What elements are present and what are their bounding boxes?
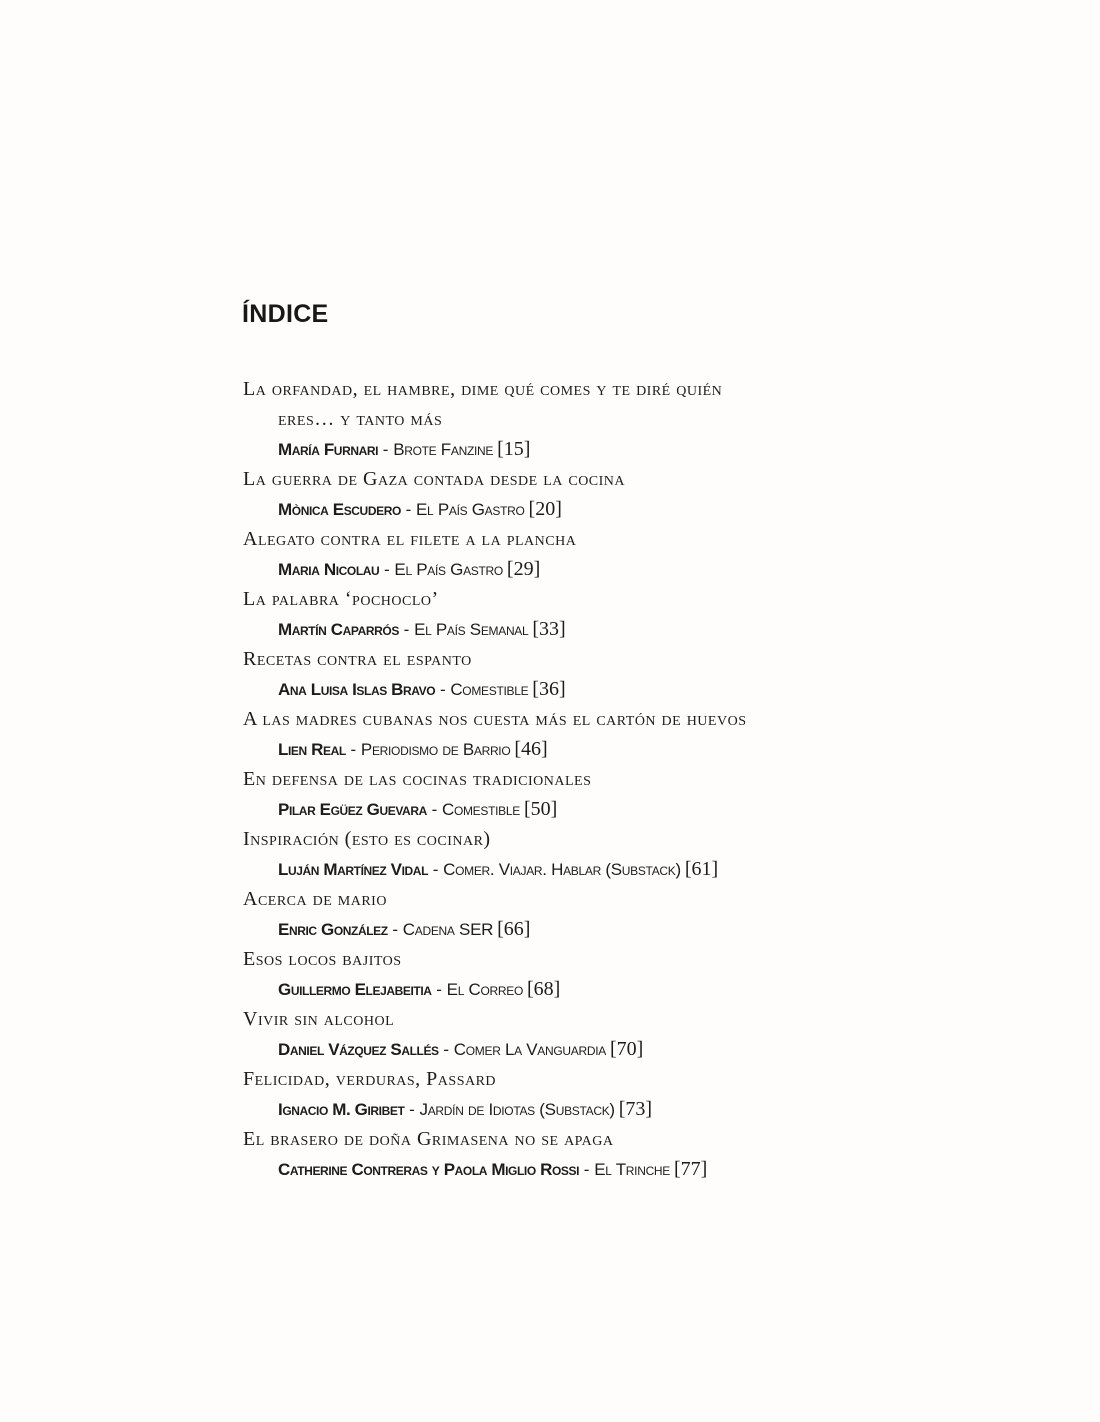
toc-entry [243, 1124, 903, 1184]
entry-source: Periodismo de Barrio [360, 740, 511, 759]
table-of-contents [243, 374, 903, 1184]
byline-separator: - [426, 800, 442, 819]
entry-byline [243, 494, 903, 524]
entry-byline [243, 1154, 903, 1184]
byline-separator: - [404, 1100, 420, 1119]
entry-title-line: La orfandad, el hambre, dime qué comes y te diré quién [243, 378, 723, 400]
entry-title: Recetas contra el espanto [243, 648, 472, 670]
entry-title: En defensa de las cocinas tradicionales [243, 768, 592, 790]
byline-separator: - [387, 920, 403, 939]
page-title: ÍNDICE [242, 300, 329, 328]
entry-byline [243, 974, 903, 1004]
entry-author: Catherine Contreras y Paola Miglio Rossi [278, 1160, 580, 1179]
entry-title: Vivir sin alcohol [243, 1008, 395, 1030]
entry-page-number: [29] [506, 558, 541, 580]
entry-author: María Furnari [278, 440, 379, 459]
entry-author: Daniel Vázquez Sallés [278, 1040, 439, 1059]
toc-entry [243, 764, 903, 824]
byline-separator: - [438, 1040, 454, 1059]
toc-entry [243, 704, 903, 764]
entry-source: Comer La Vanguardia [453, 1040, 606, 1059]
entry-byline [243, 1094, 903, 1124]
entry-author: Ignacio M. Giribet [278, 1100, 405, 1119]
entry-page-number: [36] [532, 678, 566, 700]
toc-entry [243, 524, 903, 584]
entry-byline [243, 554, 903, 584]
entry-author: Mònica Escudero [278, 500, 401, 519]
entry-title: El brasero de doña Grimasena no se apaga [243, 1128, 614, 1150]
entry-title: Alegato contra el filete a la plancha [243, 528, 577, 550]
toc-entry [243, 374, 903, 464]
entry-source: El Correo [446, 980, 523, 999]
toc-entry [243, 1004, 903, 1064]
entry-author: Pilar Egüez Guevara [278, 800, 427, 819]
entry-source: El País Gastro [394, 560, 503, 579]
entry-author: Martín Caparrós [278, 620, 399, 639]
entry-page-number: [20] [528, 498, 562, 520]
entry-author: Ana Luisa Islas Bravo [278, 680, 436, 699]
entry-page-number: [68] [527, 978, 561, 1000]
entry-title [243, 374, 903, 434]
entry-page-number: [50] [523, 798, 558, 820]
entry-page-number: [77] [674, 1158, 708, 1180]
entry-byline [243, 914, 903, 944]
entry-title: Acerca de mario [243, 888, 387, 910]
entry-byline [243, 1034, 903, 1064]
entry-title: A las madres cubanas nos cuesta más el cartón de huevos [243, 708, 747, 730]
entry-source: El Trinche [594, 1160, 671, 1179]
entry-source: Brote Fanzine [393, 440, 494, 459]
entry-byline [243, 794, 903, 824]
toc-entry [243, 944, 903, 1004]
entry-author: Maria Nicolau [278, 560, 380, 579]
entry-page-number: [61] [684, 858, 719, 880]
entry-title-continuation: eres… y tanto más [278, 408, 443, 430]
toc-entry [243, 584, 903, 644]
toc-entry [243, 884, 903, 944]
entry-page-number: [33] [532, 618, 566, 640]
entry-author: Guillermo Elejabeitia [278, 980, 432, 999]
entry-source: Jardín de Idiotas (Substack) [419, 1100, 615, 1119]
entry-title: La palabra ‘pochoclo’ [243, 588, 439, 610]
entry-title: Felicidad, verduras, Passard [243, 1068, 497, 1090]
toc-entry [243, 824, 903, 884]
byline-separator: - [579, 1160, 595, 1179]
byline-separator: - [431, 980, 447, 999]
entry-source: El País Semanal [414, 620, 529, 639]
entry-page-number: [66] [497, 918, 531, 940]
entry-title: La guerra de Gaza contada desde la cocina [243, 468, 626, 490]
entry-title: Esos locos bajitos [243, 948, 402, 970]
entry-byline [243, 734, 903, 764]
toc-entry [243, 1064, 903, 1124]
entry-page-number: [46] [514, 738, 548, 760]
entry-author: Enric González [278, 920, 388, 939]
toc-entry [243, 644, 903, 704]
entry-source: Comestible [441, 800, 520, 819]
entry-title: Inspiración (esto es cocinar) [243, 828, 491, 850]
byline-separator: - [435, 680, 451, 699]
byline-separator: - [345, 740, 361, 759]
entry-byline [243, 614, 903, 644]
byline-separator: - [398, 620, 415, 639]
toc-entry [243, 464, 903, 524]
byline-separator: - [428, 860, 444, 879]
entry-author: Lien Real [278, 740, 346, 759]
entry-page-number: [73] [618, 1098, 653, 1120]
entry-page-number: [15] [497, 438, 531, 460]
entry-page-number: [70] [609, 1038, 644, 1060]
byline-separator: - [400, 500, 417, 519]
byline-separator: - [379, 560, 395, 579]
entry-source: Comestible [450, 680, 529, 699]
byline-separator: - [378, 440, 394, 459]
entry-byline [243, 674, 903, 704]
entry-byline [243, 854, 903, 884]
entry-source: Cadena SER [402, 920, 494, 939]
entry-source: El País Gastro [416, 500, 525, 519]
entry-byline [243, 434, 903, 464]
entry-author: Luján Martínez Vidal [278, 860, 428, 879]
entry-source: Comer. Viajar. Hablar (Substack) [443, 860, 681, 879]
